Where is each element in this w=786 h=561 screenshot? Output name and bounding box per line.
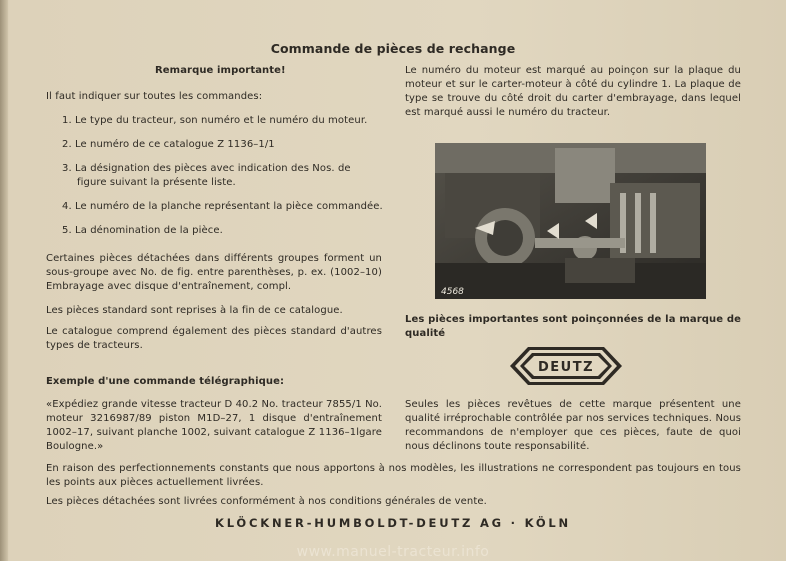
delivery-conditions: Les pièces détachées sont livrées conformément à nos conditions générales de vente. <box>46 496 487 507</box>
page-title: Commande de pièces de rechange <box>270 41 516 56</box>
book-gutter <box>0 0 8 561</box>
intro-text: Il faut indiquer sur toutes les commandes: <box>46 91 263 102</box>
illustrations-notice: En raison des perfectionnements constants que nous apportons à nos modèles, les illustrations ne correspondent pas toujours en tous les points aux pièces actuellement livrées. <box>46 463 741 488</box>
list-item-3: 3. La désignation des pièces avec indication des Nos. de <box>62 163 351 174</box>
list-item-3-cont: figure suivant la présente liste. <box>77 177 236 188</box>
quality-paragraph: Seules les pièces revêtues de cette marque présentent une qualité irréprochable contrôlée par nos services techniques. Nous recommandons de n'employer que ces pièces, faute de quoi nous déclinons toute responsabilité. <box>405 399 741 452</box>
deutz-logo <box>508 345 624 387</box>
list-item-5: 5. La dénomination de la pièce. <box>62 225 223 236</box>
important-note-heading: Remarque importante! <box>155 65 286 76</box>
quality-mark-caption: Les pièces importantes sont poinçonnées de la marque de qualité <box>405 314 741 339</box>
publisher-footer: KLÖCKNER-HUMBOLDT-DEUTZ AG · KÖLN <box>215 516 571 530</box>
list-item-2: 2. Le numéro de ce catalogue Z 1136–1/1 <box>62 139 275 150</box>
photo-number: 4568 <box>441 287 464 297</box>
engine-number-paragraph: Le numéro du moteur est marqué au poinçon sur la plaque du moteur et sur le carter-moteur à côté du cylindre 1. La plaque de type se trouve du côté droit du carter d'embrayage, dans lequel est marqué aussi le numéro du tracteur. <box>405 65 741 118</box>
example-heading: Exemple d'une commande télégraphique: <box>46 376 285 387</box>
example-text: «Expédiez grande vitesse tracteur D 40.2 No. tracteur 7855/1 No. moteur 3216987/89 piston M1D–27, 1 disque d'entraînement 1002–17, suivant planche 1002, suivant catalogue Z 1136–1lgare Boulogne.» <box>46 399 382 452</box>
subgroup-paragraph: Certaines pièces détachées dans différents groupes forment un sous-groupe avec No. de fig. entre parenthèses, p. ex. (1002–10) Embrayage avec disque d'entraînement, compl. <box>46 253 382 292</box>
logo-text: DEUTZ <box>537 360 595 375</box>
list-item-1: 1. Le type du tracteur, son numéro et le numéro du moteur. <box>62 115 368 126</box>
site-watermark: www.manuel-tracteur.info <box>296 544 490 560</box>
list-item-4: 4. Le numéro de la planche représentant la pièce commandée. <box>62 201 383 212</box>
tractor-engine-photo <box>435 143 706 299</box>
other-types-paragraph: Le catalogue comprend également des pièces standard d'autres types de tracteurs. <box>46 326 382 351</box>
standard-parts-paragraph: Les pièces standard sont reprises à la fin de ce catalogue. <box>46 305 343 316</box>
engine-illustration <box>435 143 706 299</box>
